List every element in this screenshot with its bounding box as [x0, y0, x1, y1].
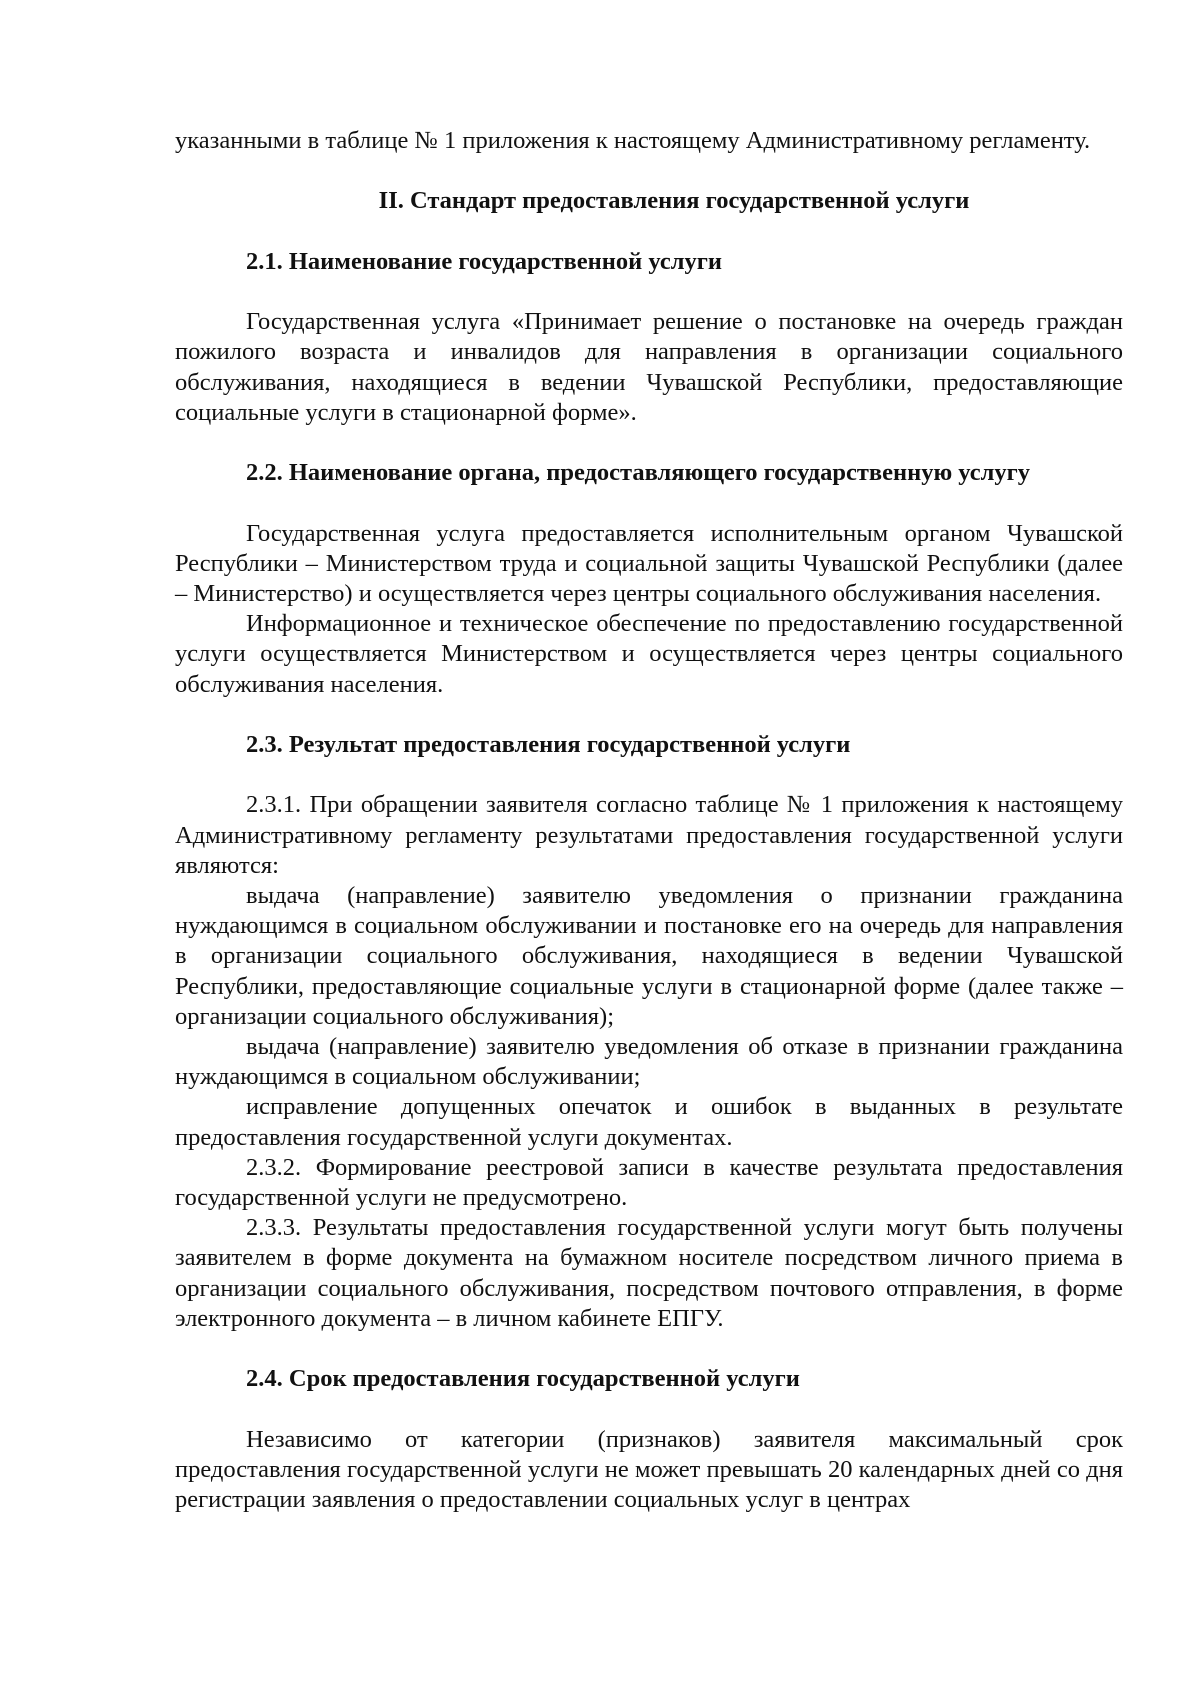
- subsection-2-3-title: 2.3. Результат предоставления государственной услуги: [246, 730, 851, 758]
- paragraph: выдача (направление) заявителю уведомления об отказе в признании гражданина нуждающимся в социальном обслуживании;: [175, 1032, 1123, 1091]
- paragraph: 2.3.2. Формирование реестровой записи в качестве результата предоставления государственной услуги не предусмотрено.: [175, 1153, 1123, 1211]
- paragraph: Информационное и техническое обеспечение по предоставлению государственной услуги осуществляется Министерством и осуществляется через центры социального обслуживания населения.: [175, 610, 1123, 698]
- subsection-2-4-title: 2.4. Срок предоставления государственной услуги: [246, 1365, 800, 1393]
- intro-paragraph: указанными в таблице № 1 приложения к настоящему Административному регламенту.: [175, 127, 1091, 154]
- spacer: [175, 488, 1123, 518]
- spacer: [175, 1334, 1123, 1364]
- paragraph: Независимо от категории (признаков) заявителя максимальный срок предоставления государственной услуги не может превышать 20 календарных дней со дня регистрации заявления о предоставлении социальных услуг в центрах: [175, 1425, 1123, 1513]
- subsection-2-1-title: 2.1. Наименование государственной услуги: [246, 247, 722, 275]
- spacer: [175, 1394, 1123, 1424]
- subsection-2-2-title: 2.2. Наименование органа, предоставляющего государственную услугу: [246, 459, 1031, 487]
- document-page: [175, 126, 1123, 1515]
- section-title: II. Стандарт предоставления государственной услуги: [378, 187, 970, 215]
- paragraph: выдача (направление) заявителю уведомления о признании гражданина нуждающимся в социальном обслуживании и постановке его на очередь для направления в организации социального обслуживания, находящиеся в ведении Чувашской Республики, предоставляющие социальные услуги в стационарной форме (далее также – организации социального обслуживания);: [175, 881, 1123, 1030]
- spacer: [175, 217, 1123, 247]
- spacer: [175, 700, 1123, 730]
- spacer: [175, 760, 1123, 790]
- paragraph: Государственная услуга «Принимает решение о постановке на очередь граждан пожилого возраста и инвалидов для направления в организации социального обслуживания, находящиеся в ведении Чувашской Республики, предоставляющие социальные услуги в стационарной форме».: [175, 308, 1123, 426]
- paragraph: 2.3.1. При обращении заявителя согласно таблице № 1 приложения к настоящему Административному регламенту результатами предоставления государственной услуги являются:: [175, 791, 1123, 879]
- spacer: [175, 428, 1123, 458]
- spacer: [175, 277, 1123, 307]
- paragraph: 2.3.3. Результаты предоставления государственной услуги могут быть получены заявителем в форме документа на бумажном носителе посредством личного приема в организации социального обслуживания, посредством почтового отправления, в форме электронного документа – в личном кабинете ЕПГУ.: [175, 1214, 1123, 1332]
- paragraph: Государственная услуга предоставляется исполнительным органом Чувашской Республики – Министерством труда и социальной защиты Чувашской Республики (далее – Министерство) и осуществляется через центры социального обслуживания населения.: [175, 519, 1123, 607]
- paragraph: исправление допущенных опечаток и ошибок в выданных в результате предоставления государственной услуги документах.: [175, 1093, 1123, 1151]
- spacer: [175, 156, 1123, 186]
